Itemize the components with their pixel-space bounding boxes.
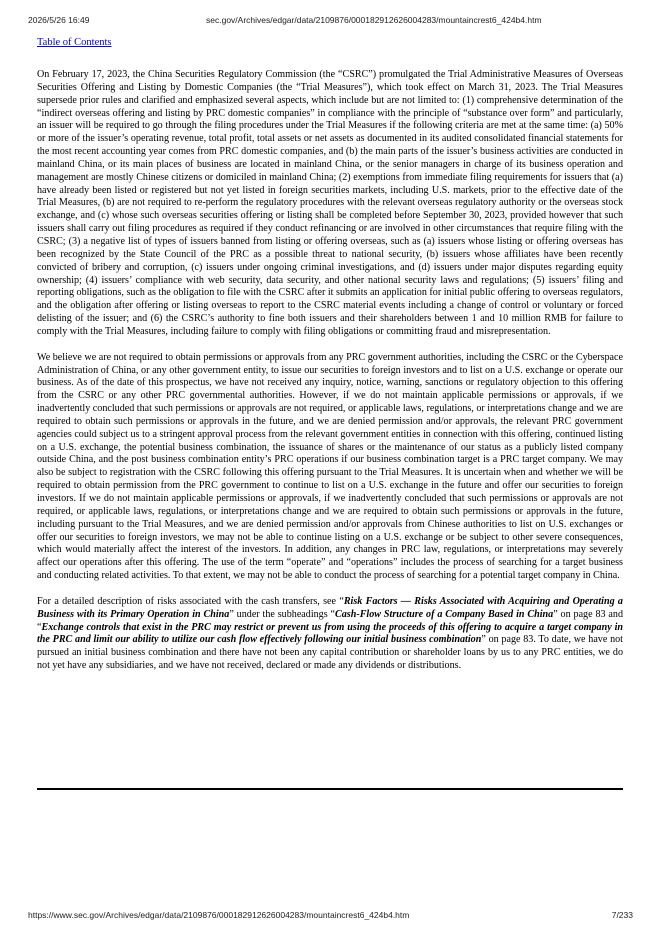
paragraph-prc-permissions: We believe we are not required to obtain permissions or approvals from any PRC government authorities, including the CSRC or the Cyberspace Administration of China, or any other government entity, to issue our securities to foreign investors and to list on a U.S. exchange or operate our business. As of the date of this prospectus, we have not received any inquiry, notice, warning, sanctions or regulatory objection to this offering from the CSRC or any other PRC governmental authorities. However, if we do not maintain applicable permissions or approvals, if we inadvertently concluded that such permissions or approvals are not required, or applicable laws, regulations, or interpretations change and we are required to obtain such permissions or approvals in the future, and we are denied permission and/or approvals, the relevant PRC government agencies could subject us to a stringent approval process from the relevant government entities in connection with this offering, continued listing on a U.S. exchange, the potential business combination, the issuance of shares or the maintenance of our status as a publicly listed company outside China, and the post business combination entity’s PRC operations if our business combination target is a PRC target company. We may also be subject to registration with the CSRC following this offering pursuant to the Trial Measures. It is uncertain when and whether we will be required to obtain permission from the PRC government to continue to list on a U.S. exchange in the future and offer our securities to foreign investors. If we do not maintain applicable permissions or approvals, if we inadvertently concluded that such permissions or approvals are not required, or applicable laws, regulations, or interpretations change and we are required to obtain such permissions or approvals in the future, including pursuant to the Trial Measures, and we are denied permission and/or approvals from Chinese authorities to list on U.S. exchanges or offer our securities to foreign investors, we may not be able to continue listing on a U.S. exchange or be subject to other severe consequences, which would materially affect the interest of the investors. In addition, any changes in PRC law, regulations, or interpretations may severely affect our operations after this offering. The use of the term “operate” and “operations” includes the process of searching for a target business and conducting related activities. To that extent, we may not be able to conduct the process of searching for a potential target company in China. xyxy=(37,351,623,582)
print-footer xyxy=(0,910,662,924)
cash-flow-structure-reference: Cash-Flow Structure of a Company Based in China xyxy=(335,608,554,620)
risk-factors-reference: Risk Factors — Risks Associated with Acquiring and Operating a Business with its Primary Operation in China xyxy=(37,595,623,620)
print-url: https://www.sec.gov/Archives/edgar/data/2109876/000182912626004283/mountaincrest6_424b4.htm xyxy=(28,910,410,920)
text-run: ” under the subheadings “ xyxy=(229,608,336,620)
page-counter: 7/233 xyxy=(611,910,633,920)
paragraph-cash-transfers xyxy=(37,596,623,673)
paragraph-trial-measures: On February 17, 2023, the China Securities Regulatory Commission (the “CSRC”) promulgated the Trial Administrative Measures of Overseas Securities Offering and Listing by Domestic Companies (the “Trial Measures”), which took effect on March 31, 2023. The Trial Measures supersede prior rules and clarified and emphasized several aspects, which include but are not limited to: (1) comprehensive determination of the “indirect overseas offering and listing by PRC domestic companies” in compliance with the principle of “substance over form” and particularly, an issuer will be required to go through the filing procedures under the Trial Measures if the following criteria are met at the same time: (a) 50% or more of the issuer’s operating revenue, total profit, total assets or net assets as documented in its audited consolidated financial statements for the most recent accounting year comes from PRC domestic companies, and (b) the main parts of the issuer’s business activities are conducted in mainland China, or its main places of business are located in mainland China, or the senior managers in charge of its business operation and management are mostly Chinese citizens or domiciled in mainland China; (2) exemptions from immediate filing requirements for issuers that (a) have already been listed or registered but not yet listed in foreign securities markets, including U.S. markets, prior to the effective date of the Trial Measures, (b) are not required to re-perform the regulatory procedures with the relevant overseas regulatory authority or the overseas stock exchange, and (c) whose such overseas securities offering or listing shall be completed before September 30, 2023, provided however that such issuers shall carry out filing procedures as required if they conduct refinancing or are involved in other circumstances that require filing with the CSRC; (3) a negative list of types of issuers banned from listing or offering overseas, such as (a) issuers whose listing or offering overseas has been recognized by the State Council of the PRC as a possible threat to national security, (b) issuers whose affiliates have been recently convicted of bribery and corruption, (c) issuers under ongoing criminal investigations, and (d) issuers under major disputes regarding equity ownership; (4) issuers’ compliance with web security, data security, and other national security laws and regulations; (5) issuers’ filing and reporting obligations, such as the obligation to file with the CSRC after it submits an application for initial public offering to overseas regulators, and the obligation after offering or listing overseas to report to the CSRC material events including a change of control or voluntary or forced delisting of the issuer; and (6) the CSRC’s authority to fine both issuers and their shareholders between 1 and 10 million RMB for failure to comply with the Trial Measures, including failure to comply with filing obligations or committing fraud and misrepresentation. xyxy=(37,69,623,337)
text-run: ” on page 83. To date, we have not pursued an initial business combination and there have not been any capital contribution or shareholder loans by us to any PRC entities, we do not yet have any subsidiaries, and we have not received, declared or made any dividends or distributions. xyxy=(37,634,623,672)
print-page-title: sec.gov/Archives/edgar/data/2109876/000182912626004283/mountaincrest6_424b4.htm xyxy=(206,15,542,25)
print-header xyxy=(0,15,662,29)
table-of-contents-link[interactable]: Table of Contents xyxy=(37,37,112,48)
exchange-controls-reference: Exchange controls that exist in the PRC may restrict or prevent us from using the proceeds of this offering to acquire a target company in the PRC and limit our ability to utilize our cash flow effectively following our initial business combination xyxy=(37,621,623,646)
document-body xyxy=(37,69,623,686)
text-run: ” on page 83 and “ xyxy=(37,608,624,633)
section-divider xyxy=(37,788,623,790)
print-datetime: 2026/5/26 16:49 xyxy=(28,15,90,25)
text-run: For a detailed description of risks associated with the cash transfers, see “ xyxy=(37,595,344,607)
